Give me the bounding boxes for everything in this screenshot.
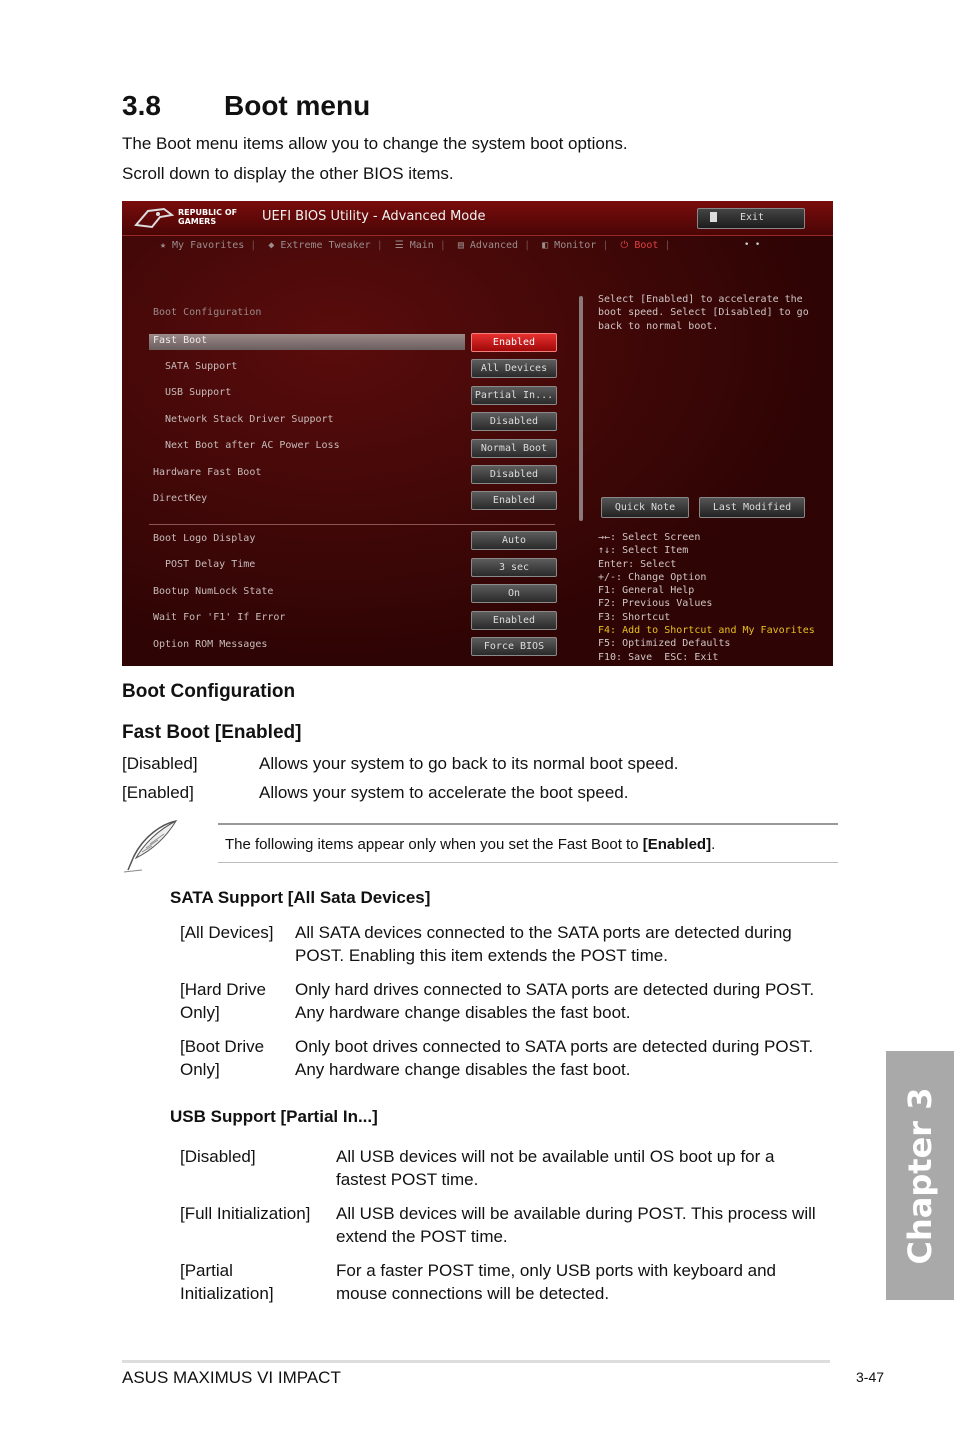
bios-value-next-boot[interactable]: Normal Boot	[471, 439, 557, 458]
usb-desc-full-init: All USB devices will be available during POST. This process will extend the POST time.	[336, 1204, 816, 1246]
bios-value-post-delay[interactable]: 3 sec	[471, 558, 557, 577]
bios-value-fast-boot[interactable]: Enabled	[471, 333, 557, 352]
bios-item-option-rom[interactable]: Option ROM Messages	[153, 639, 268, 650]
usb-heading: USB Support [Partial In...]	[170, 1107, 378, 1126]
bios-item-next-boot[interactable]: Next Boot after AC Power Loss	[165, 440, 340, 451]
usb-term-full-init: [Full Initialization]	[180, 1204, 311, 1223]
pager-dots: • •	[744, 240, 761, 250]
last-modified-button[interactable]: Last Modified	[699, 497, 805, 518]
bios-value-boot-logo[interactable]: Auto	[471, 531, 557, 550]
bios-item-hardware-fast-boot[interactable]: Hardware Fast Boot	[153, 467, 262, 478]
note-feather-icon	[122, 818, 180, 874]
bios-help-text: Select [Enabled] to accelerate the boot speed. Select [Disabled] to go back to normal boot.	[598, 294, 809, 332]
sata-heading: SATA Support [All Sata Devices]	[170, 888, 431, 907]
tab-advanced[interactable]: Advanced	[469, 240, 519, 251]
bios-item-numlock[interactable]: Bootup NumLock State	[153, 586, 274, 597]
note-text: The following items appear only when you set the Fast Boot to [Enabled].	[225, 836, 716, 853]
sata-desc-hard-drive: Only hard drives connected to SATA ports are detected during POST. Any hardware change disables the fast boot.	[295, 980, 815, 1022]
bios-value-option-rom[interactable]: Force BIOS	[471, 637, 557, 656]
boot-config-heading: Boot Configuration	[122, 681, 296, 702]
exit-icon	[710, 212, 717, 222]
bios-value-directkey[interactable]: Enabled	[471, 491, 557, 510]
section-title	[122, 90, 370, 122]
bios-scrollbar[interactable]	[579, 296, 583, 521]
bios-item-network-stack[interactable]: Network Stack Driver Support	[165, 414, 334, 425]
fast-boot-heading: Fast Boot [Enabled]	[122, 722, 302, 743]
section-number: 3.8	[122, 90, 161, 121]
bios-value-sata-support[interactable]: All Devices	[471, 359, 557, 378]
list-icon: ☰	[394, 240, 404, 251]
monitor-icon: ◧	[542, 240, 549, 251]
fast-boot-desc-enabled: Allows your system to accelerate the boot speed.	[259, 783, 629, 802]
bios-title-bar	[122, 201, 833, 236]
sata-term-boot-drive: [Boot Drive Only]	[180, 1037, 265, 1079]
power-icon: ⏻	[620, 240, 629, 251]
bios-key-legend: →←: Select Screen ↑↓: Select Item Enter: Select +/-: Change Option F1: General Help F2: Previous Values F3: Shortcut F4: Add to Shortcut and My Favorites F5: Optimized Defaults F10: Save ESC: Exit	[598, 532, 815, 663]
bios-item-post-delay[interactable]: POST Delay Time	[165, 559, 256, 570]
fast-boot-term-disabled: [Disabled]	[122, 754, 198, 773]
usb-desc-disabled: All USB devices will not be available until OS boot up for a fastest POST time.	[336, 1147, 775, 1189]
footer-page-number: 3-47	[856, 1369, 885, 1385]
bios-item-boot-logo[interactable]: Boot Logo Display	[153, 533, 256, 544]
bios-divider	[149, 524, 555, 525]
fast-boot-desc-disabled: Allows your system to go back to its normal boot speed.	[259, 754, 679, 773]
rog-logo-icon	[134, 205, 174, 231]
tab-my-favorites[interactable]: My Favorites	[172, 240, 245, 251]
exit-button[interactable]: Exit	[697, 208, 805, 229]
sata-desc-boot-drive: Only boot drives connected to SATA ports are detected during POST. Any hardware change disables the fast boot.	[295, 1037, 814, 1079]
tab-boot[interactable]: Boot	[634, 240, 659, 251]
chapter-tab: Chapter 3	[886, 1051, 954, 1300]
intro-text-2: Scroll down to display the other BIOS items.	[122, 164, 454, 183]
bios-value-hardware-fast-boot[interactable]: Disabled	[471, 465, 557, 484]
usb-term-disabled: [Disabled]	[180, 1147, 256, 1166]
rog-brand: REPUBLIC OF GAMERS	[178, 208, 238, 226]
bios-item-directkey[interactable]: DirectKey	[153, 493, 208, 504]
tab-monitor[interactable]: Monitor	[554, 240, 597, 251]
bios-item-usb-support[interactable]: USB Support	[165, 387, 232, 398]
quick-note-button[interactable]: Quick Note	[601, 497, 689, 518]
star-icon: ★	[160, 240, 167, 251]
bios-screenshot	[122, 201, 833, 666]
bios-item-sata-support[interactable]: SATA Support	[165, 361, 238, 372]
bios-title: UEFI BIOS Utility - Advanced Mode	[262, 209, 486, 224]
bios-value-network-stack[interactable]: Disabled	[471, 412, 557, 431]
sata-term-hard-drive: [Hard Drive Only]	[180, 980, 266, 1022]
bios-value-wait-f1[interactable]: Enabled	[471, 611, 557, 630]
bios-item-fast-boot[interactable]: Fast Boot	[153, 335, 208, 346]
bios-nav: ★ My Favorites | ◆ Extreme Tweaker | ☰ Main | ▤ Advanced | ◧ Monitor | ⏻ Boot |	[160, 240, 671, 251]
tab-main[interactable]: Main	[409, 240, 434, 251]
tweaker-icon: ◆	[268, 240, 275, 251]
bios-group-label: Boot Configuration	[153, 307, 262, 318]
footer-rule	[122, 1360, 830, 1363]
footer-product: ASUS MAXIMUS VI IMPACT	[122, 1368, 341, 1387]
bios-value-numlock[interactable]: On	[471, 584, 557, 603]
bios-item-wait-f1[interactable]: Wait For 'F1' If Error	[153, 612, 286, 623]
usb-desc-partial-init: For a faster POST time, only USB ports with keyboard and mouse connections will be detected.	[336, 1261, 776, 1303]
note-bottom-rule	[218, 862, 838, 863]
usb-term-partial-init: [Partial Initialization]	[180, 1261, 274, 1303]
tab-extreme-tweaker[interactable]: Extreme Tweaker	[280, 240, 371, 251]
advanced-icon: ▤	[457, 240, 464, 251]
section-name: Boot menu	[224, 90, 371, 121]
intro-text-1: The Boot menu items allow you to change the system boot options.	[122, 134, 628, 153]
sata-desc-all-devices: All SATA devices connected to the SATA ports are detected during POST. Enabling this item extends the POST time.	[295, 923, 792, 965]
sata-term-all-devices: [All Devices]	[180, 923, 274, 942]
note-top-rule	[218, 823, 838, 825]
bios-value-usb-support[interactable]: Partial In...	[471, 386, 557, 405]
fast-boot-term-enabled: [Enabled]	[122, 783, 194, 802]
